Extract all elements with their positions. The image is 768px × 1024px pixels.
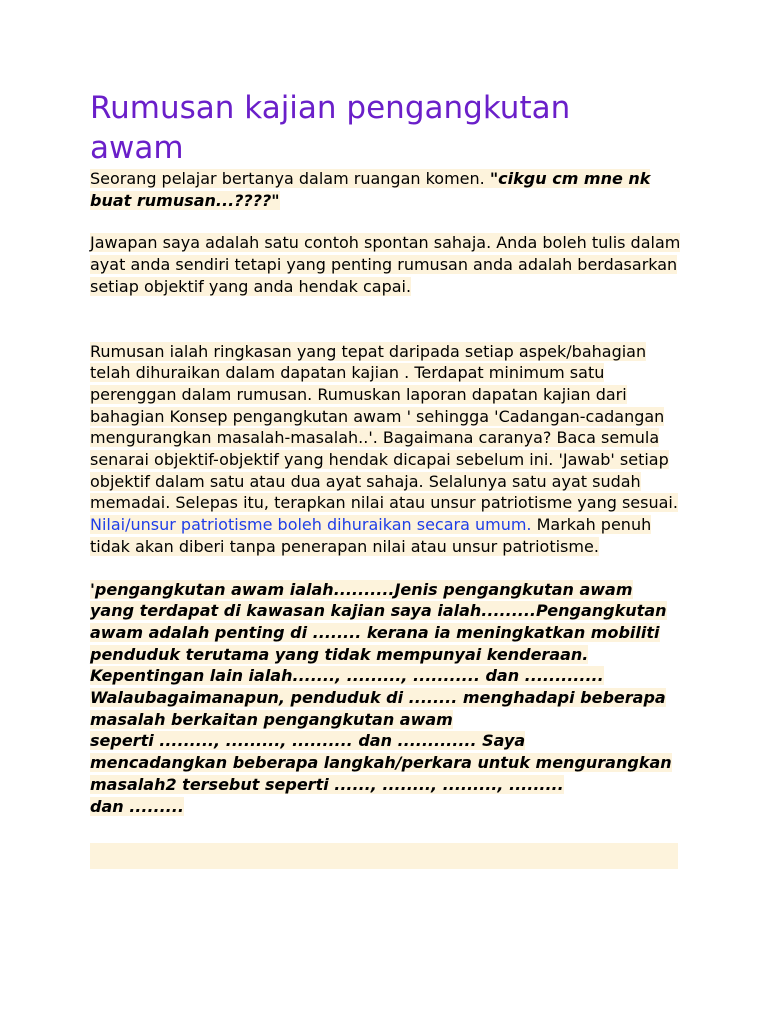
template-line: penduduk terutama yang tidak mempunyai kenderaan.	[90, 644, 589, 664]
document-page	[90, 88, 690, 869]
template-line: Walaubagaimanapun, penduduk di ........ menghadapi beberapa	[90, 688, 666, 708]
template-line: masalah berkaitan pengangkutan awam	[90, 709, 453, 729]
template-line: Kepentingan lain ialah......., ........., ........... dan .............	[90, 666, 604, 686]
template-line: seperti ........., ........., .......... dan ............. Saya	[90, 731, 526, 751]
template-paragraph	[90, 579, 690, 818]
page-title	[90, 88, 690, 168]
title-line-1: Rumusan kajian pengangkutan	[90, 90, 571, 126]
explanation-tail: Markah penuh tidak akan diberi tanpa penerapan nilai atau unsur patriotisme.	[90, 515, 652, 556]
template-line: mencadangkan beberapa langkah/perkara untuk mengurangkan	[90, 753, 672, 773]
template-line: masalah2 tersebut seperti ......, ........, ........., .........	[90, 774, 564, 794]
template-line: awam adalah penting di ........ kerana ia meningkatkan mobiliti	[90, 622, 660, 642]
title-line-2: awam	[90, 130, 184, 166]
answer-text: Jawapan saya adalah satu contoh spontan sahaja. Anda boleh tulis dalam ayat anda sendiri tetapi yang penting rumusan anda adalah berdasarkan setiap objektif yang anda hendak capai.	[90, 233, 681, 296]
answer-paragraph	[90, 232, 690, 297]
patriotism-note: Nilai/unsur patriotisme boleh dihuraikan secara umum.	[90, 515, 532, 535]
template-line: dan .........	[90, 796, 184, 816]
template-line: yang terdapat di kawasan kajian saya ialah.........Pengangkutan	[90, 601, 667, 621]
explanation-paragraph	[90, 341, 690, 558]
intro-paragraph	[90, 168, 690, 211]
empty-highlight-block	[90, 843, 678, 869]
intro-text: Seorang pelajar bertanya dalam ruangan komen.	[90, 169, 490, 188]
student-question: "cikgu cm mne nk buat rumusan...????"	[90, 169, 651, 210]
template-line: 'pengangkutan awam ialah..........Jenis pengangkutan awam	[90, 579, 633, 599]
explanation-text: Rumusan ialah ringkasan yang tepat daripada setiap aspek/bahagian telah dihuraikan dalam dapatan kajian . Terdapat minimum satu perenggan dalam rumusan. Rumuskan laporan dapatan kajian dari bahagian Konsep pengangkutan awam ' sehingga 'Cadangan-cadangan mengurangkan masalah-masalah..'. Bagaimana caranya? Baca semula senarai objektif-objektif yang hendak dicapai sebelum ini. 'Jawab' setiap objektif dalam satu atau dua ayat sahaja. Selalunya satu ayat sudah memadai. Selepas itu, terapkan nilai atau unsur patriotisme yang sesuai.	[90, 341, 678, 513]
